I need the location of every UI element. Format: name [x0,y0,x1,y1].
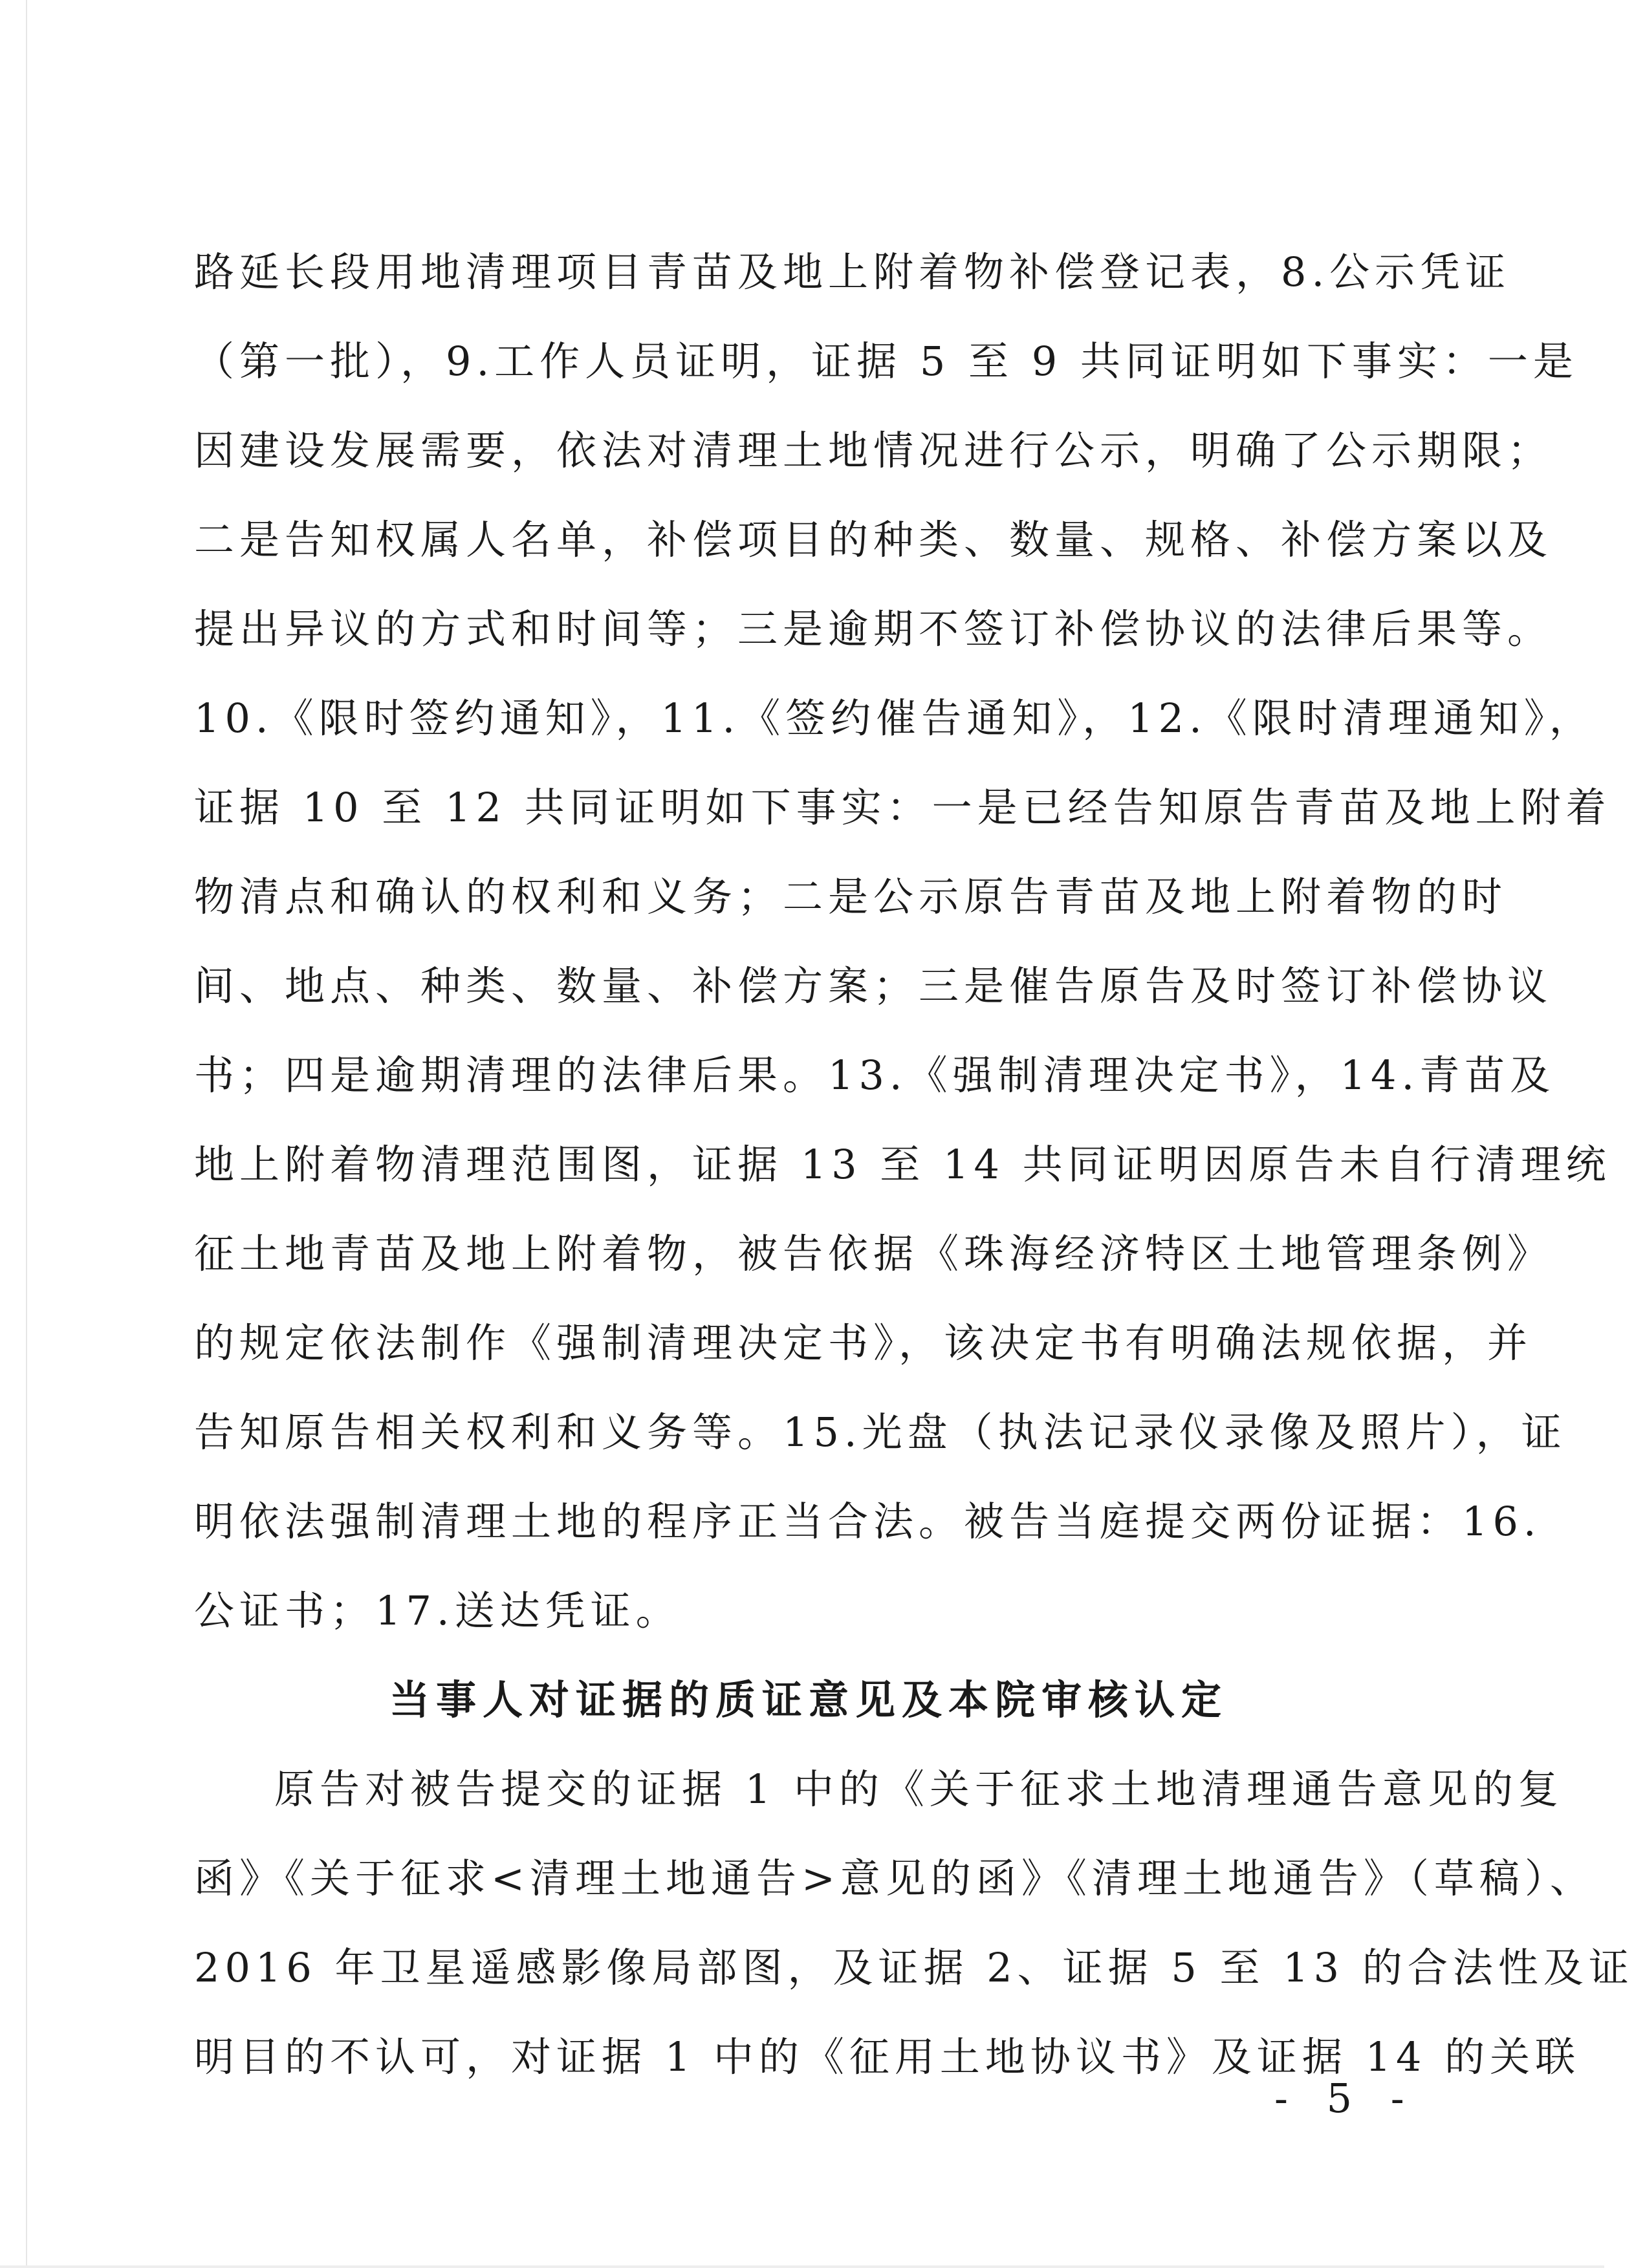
text-line: 书；四是逾期清理的法律后果。13.《强制清理决定书》，14.青苗及 [194,1052,1556,1099]
section-heading: 当事人对证据的质证意见及本院审核认定 [389,1676,1228,1723]
text-line: 提出异议的方式和时间等；三是逾期不签订补偿协议的法律后果等。 [194,605,1553,653]
text-line: 路延长段用地清理项目青苗及地上附着物补偿登记表，8.公示凭证 [194,248,1511,296]
scan-edge-line [26,0,27,2268]
scan-bottom-edge [0,2265,1604,2268]
text-line: 物清点和确认的权利和义务；二是公示原告青苗及地上附着物的时 [194,873,1508,920]
paragraph-first-line: 原告对被告提交的证据 1 中的《关于征求土地清理通告意见的复 [274,1766,1563,1813]
text-line: 二是告知权属人名单，补偿项目的种类、数量、规格、补偿方案以及 [194,516,1553,563]
text-line: 明依法强制清理土地的程序正当合法。被告当庭提交两份证据：16. [194,1498,1541,1545]
text-line: 因建设发展需要，依法对清理土地情况进行公示，明确了公示期限； [194,427,1553,474]
text-line: 函》《关于征求<清理土地通告>意见的函》《清理土地通告》（草稿）、 [194,1855,1595,1902]
text-line: 告知原告相关权利和义务等。15.光盘（执法记录仪录像及照片），证 [194,1409,1567,1456]
page-number: - 5 - [1274,2075,1417,2122]
text-line: 公证书；17.送达凭证。 [194,1587,681,1634]
text-line: 10.《限时签约通知》，11.《签约催告通知》，12.《限时清理通知》， [194,695,1595,742]
text-line: 征土地青苗及地上附着物，被告依据《珠海经济特区土地管理条例》 [194,1230,1553,1277]
text-line: 间、地点、种类、数量、补偿方案；三是催告原告及时签订补偿协议 [194,962,1553,1010]
text-line: 2016 年卫星遥感影像局部图，及证据 2、证据 5 至 13 的合法性及证 [194,1944,1634,1991]
text-line: 明目的不认可，对证据 1 中的《征用土地协议书》及证据 14 的关联 [194,2033,1581,2080]
text-line: （第一批），9.工作人员证明，证据 5 至 9 共同证明如下事实：一是 [194,338,1578,385]
text-line: 的规定依法制作《强制清理决定书》，该决定书有明确法规依据，并 [194,1319,1533,1366]
document-body [194,228,1634,2102]
text-line: 地上附着物清理范围图，证据 13 至 14 共同证明因原告未自行清理统 [194,1141,1611,1188]
text-line: 证据 10 至 12 共同证明如下事实：一是已经告知原告青苗及地上附着 [194,784,1611,831]
